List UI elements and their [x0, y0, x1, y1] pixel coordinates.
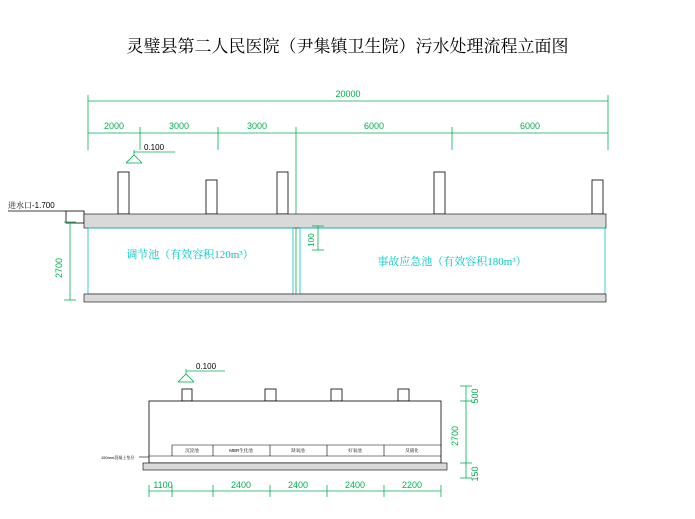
- overall-dim-label: 20000: [335, 89, 361, 99]
- bottom-dimension-group: [149, 480, 441, 497]
- level-marker-top: [126, 143, 175, 163]
- segment-dim-3: 6000: [363, 121, 385, 131]
- tank-bodies: [84, 228, 606, 302]
- segment-dim-4: 6000: [519, 121, 541, 131]
- segment-dimension-group: [88, 121, 608, 300]
- chamber-label-2: 缺氧池: [291, 448, 305, 453]
- bottom-dim-0: 1100: [153, 480, 173, 490]
- tank-label-1: 事故应急池（有效容积180m³）: [377, 256, 527, 268]
- right-dim-2: 150: [470, 466, 480, 482]
- pipe-note-group: [101, 454, 149, 460]
- inner-height-dim-label: 100: [307, 233, 316, 247]
- segment-dim-0: 2000: [103, 121, 125, 131]
- level-mark-label-bottom: 0.100: [196, 362, 217, 371]
- chamber-label-4: 反硝化: [405, 448, 419, 453]
- tank-top-slab: [84, 214, 606, 228]
- bottom-dim-2: 2400: [287, 480, 309, 490]
- tank-label-0: 调节池（有效容积120m³）: [126, 249, 254, 261]
- inlet-label: 进水口-1.700: [8, 201, 55, 210]
- inner-height-dimension: [307, 226, 324, 250]
- page-title: 灵璧县第二人民医院（尹集镇卫生院）污水处理流程立面图: [126, 37, 569, 56]
- manhole-risers: [118, 172, 603, 214]
- segment-dim-1: 3000: [168, 121, 190, 131]
- bottom-risers: [182, 389, 409, 401]
- bottom-dim-1: 2400: [230, 480, 252, 490]
- right-dim-0: 500: [470, 388, 480, 404]
- right-dimension-group: [450, 386, 480, 482]
- chamber-label-3: 好氧池: [348, 448, 362, 453]
- bottom-unit-box: [143, 401, 447, 470]
- bottom-dim-4: 2200: [401, 480, 423, 490]
- right-dim-1: 2700: [450, 425, 460, 447]
- level-mark-label-top: 0.100: [144, 143, 165, 152]
- left-height-dim-label: 2700: [54, 257, 64, 279]
- left-height-dimension: [54, 222, 76, 300]
- chamber-label-0: 沉淀池: [185, 448, 199, 453]
- bottom-dim-3: 2400: [344, 480, 366, 490]
- inlet-label-group: [8, 200, 84, 223]
- segment-dim-2: 3000: [246, 121, 268, 131]
- level-marker-bottom: [178, 362, 225, 382]
- chamber-label-1: MBR生化池: [229, 448, 253, 453]
- pipe-note-label: 150mm混凝土垫层: [101, 455, 135, 460]
- overall-dimension-group: [88, 89, 608, 140]
